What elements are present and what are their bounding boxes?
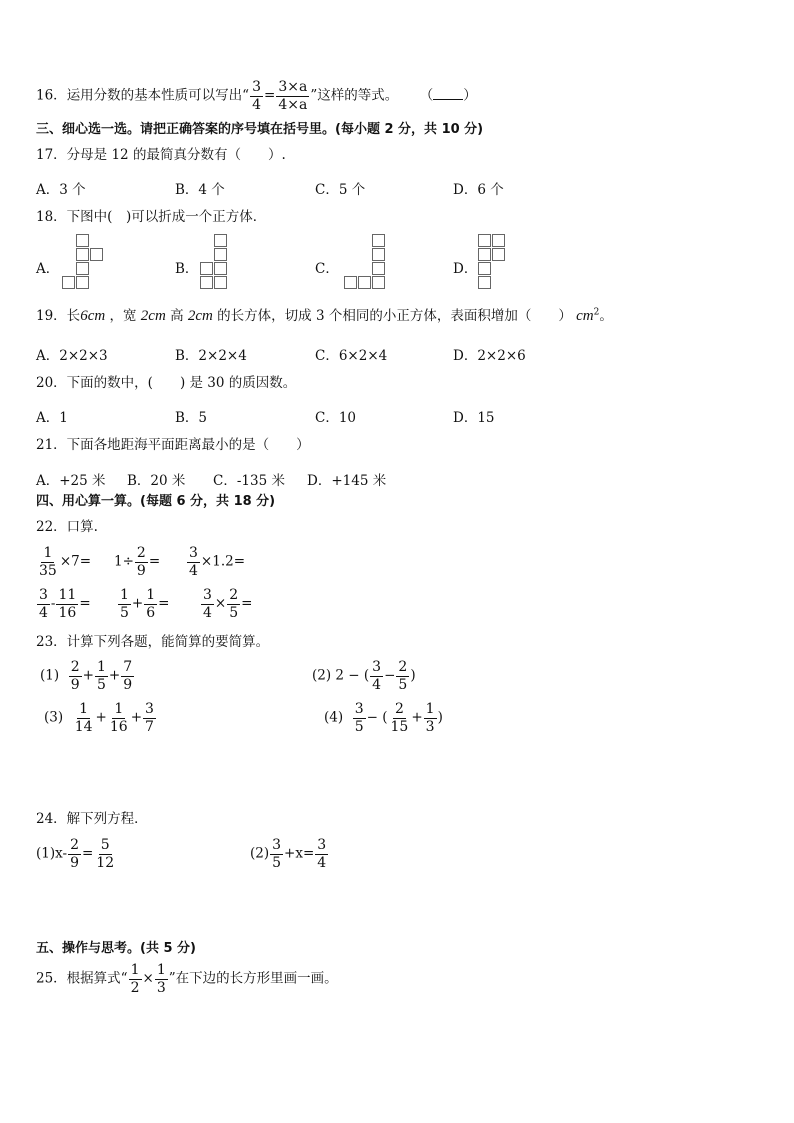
q23-problem-1: (1) $\frac{2}{9}$ + $\frac{1}{5}$ + $\frac{7}{9}$ [40,659,133,693]
q20-option-d: D．15 [453,410,495,426]
q17-option-c: C．5 个 [315,182,366,198]
q17-option-b: B．4 个 [175,182,225,198]
q20-option-b: B．5 [175,410,208,426]
q24-equation-2: (2) $\frac{3}{5}$ +x= $\frac{3}{4}$ [250,837,327,871]
q22-expr-6: $\frac{3}{4}$ × $\frac{2}{5}$ = [203,587,253,621]
q19-option-c: C．6×2×4 [315,348,388,364]
q17-option-a: A．3 个 [36,182,86,198]
q18-option-c: C． [315,261,339,277]
q21-option-b: B．20 米 [127,473,186,489]
q18-option-a: A． [36,261,60,277]
q22-expr-4: $\frac{3}{4}$ - $\frac{11}{16}$ = [39,587,91,621]
q20-option-c: C．10 [315,410,357,426]
q19-option-d: D．2×2×6 [453,348,526,364]
q22-expr-2: 1÷ $\frac{2}{9}$ = [114,545,161,579]
q25-question: 25．根据算式“ $\frac{1}{2}$ × $\frac{1}{3}$ ”在下边的长方形里画一画。 [36,962,338,996]
q19-option-b: B．2×2×4 [175,348,247,364]
q21-option-a: A．+25 米 [36,473,106,489]
q23-problem-2: (2) 2 − ( $\frac{3}{4}$ − $\frac{2}{5}$ ) [312,659,416,693]
q22-expr-5: $\frac{1}{5}$ + $\frac{1}{6}$ = [120,587,170,621]
q20-question: 20．下面的数中，( ) 是 30 的质因数。 [36,375,297,391]
q17-question: 17．分母是 12 的最简真分数有（ ）. [36,147,286,163]
section-4-heading: 四、用心算一算。(每题 6 分，共 18 分) [36,494,276,509]
q16: 16．运用分数的基本性质可以写出“ $\frac{3}{4}$ = $\frac{3\times a}{4\times a}$ ”这样的等式。 （ ） [36,79,477,113]
q21-question: 21．下面各地距海平面距离最小的是（ ） [36,437,310,453]
section-5-heading: 五、操作与思考。(共 5 分) [36,941,196,956]
q20-option-a: A．1 [36,410,68,426]
q19-option-a: A．2×2×3 [36,348,108,364]
q23-problem-4: (4) $\frac{3}{5}$ − ( $\frac{2}{15}$ + $\frac{1}{3}$ ) [324,701,443,735]
section-3-heading: 三、细心选一选。请把正确答案的序号填在括号里。(每小题 2 分，共 10 分) [36,122,484,137]
q23-title: 23．计算下列各题，能简算的要简算。 [36,634,270,650]
q21-option-d: D．+145 米 [307,473,387,489]
q17-option-d: D．6 个 [453,182,504,198]
answer-blank[interactable] [433,87,463,100]
q22-expr-3: $\frac{3}{4}$ ×1.2= [189,545,246,579]
q19-question: 19．长6cm ，宽 2cm 高 2cm 的长方体，切成 3 个相同的小正方体，表面积增加（ ） $cm^2$。 [36,307,613,324]
q22-expr-1: $\frac{1}{35}$ ×7= [39,545,92,579]
q18-option-d: D． [453,261,478,277]
q24-equation-1: (1)x- $\frac{2}{9}$ = $\frac{5}{12}$ [36,837,115,871]
q24-title: 24．解下列方程． [36,811,148,827]
q18-option-b: B． [175,261,199,277]
q23-problem-3: (3) $\frac{1}{14}$ + $\frac{1}{16}$ + $\frac{3}{7}$ [44,701,154,735]
q18-question: 18．下图中( )可以折成一个正方体． [36,209,267,225]
q22-title: 22．口算. [36,519,98,535]
q21-option-c: C．-135 米 [213,473,285,489]
